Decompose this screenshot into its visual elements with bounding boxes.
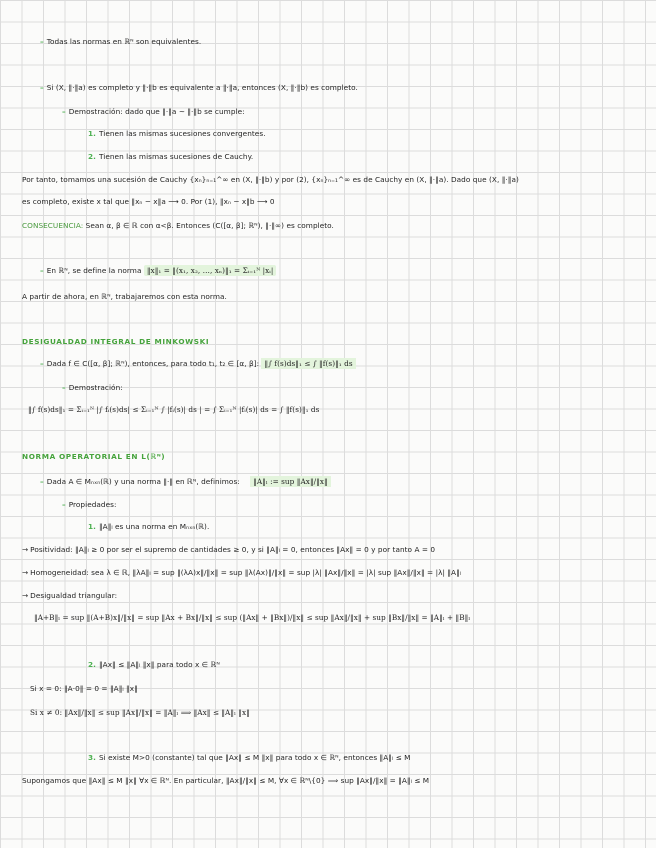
- bullet-dash: –: [40, 266, 44, 275]
- proof-intro: – Demostración: dado que ‖·‖a ~ ‖·‖b se cumple:: [62, 107, 245, 116]
- arrow-marker: →: [22, 568, 29, 577]
- triangle-inequality-formula: ‖A+B‖ₗ = sup ‖(A+B)x‖/‖x‖ = sup ‖Ax + Bx‖/‖x‖ ≤ sup (‖Ax‖ + ‖Bx‖)/‖x‖ ≤ sup ‖Ax‖/‖x‖ + sup ‖Bx‖/‖x‖ = ‖A‖ₗ + ‖B‖ₗ: [34, 613, 471, 622]
- minkowski-proof-formula: ‖∫ f(s)ds‖₁ = Σᵢ₌₁ᴺ |∫ fᵢ(s)ds| ≤ Σᵢ₌₁ᴺ ∫ |fᵢ(s)| ds | = ∫ Σᵢ₌₁ᴺ |fᵢ(s)| ds = ∫ ‖f(s)‖₁ ds: [28, 405, 320, 414]
- proof-paragraph-1: Por tanto, tomamos una sucesión de Cauchy {xₙ}ₙ₌₁^∞ en (X, ‖·‖b) y por (2), {xₙ}ₙ₌₁^∞ es de Cauchy en (X, ‖·‖a). Dado que (X, ‖·‖a): [22, 175, 519, 184]
- property-1: 1. ‖A‖ₗ es una norma en Mₙₓₙ(ℝ).: [88, 522, 210, 531]
- proof-item-2: 2. Tienen las mismas sucesiones de Cauchy.: [88, 152, 254, 161]
- consequence: CONSECUENCIA: Sean α, β ∈ ℝ con α<β. Entonces (C([α, β]; ℝᴺ), ‖·‖∞) es completo.: [22, 221, 334, 230]
- section-heading-operator-norm: NORMA OPERATORIAL EN L(ℝᴺ): [22, 452, 166, 461]
- operator-norm-formula: ‖A‖ₗ := sup ‖Ax‖/‖x‖: [250, 476, 331, 487]
- consequence-label: CONSECUENCIA:: [22, 221, 84, 230]
- statement-completeness: – Si (X, ‖·‖a) es completo y ‖·‖b es equivalente a ‖·‖a, entonces (X, ‖·‖b) es completo.: [40, 83, 358, 92]
- norm-formula: ‖x‖₁ = ‖(x₁, x₂, …, xₙ)‖₁ = Σᵢ₌₁ᴺ |xᵢ|: [144, 265, 276, 276]
- case-x-zero: Si x = 0: ‖A·0‖ = 0 = ‖A‖ₗ ‖x‖: [30, 684, 138, 693]
- operator-norm-definition: – Dada A ∈ Mₙₓₙ(ℝ) y una norma ‖·‖ en ℝᴺ, definimos: ‖A‖ₗ := sup ‖Ax‖/‖x‖: [40, 477, 331, 487]
- positivity: → Positividad: ‖A‖ₗ ≥ 0 por ser el supremo de cantidades ≥ 0, y si ‖A‖ₗ = 0, entonces ‖Ax‖ = 0 y por tanto A = 0: [22, 545, 436, 554]
- minkowski-proof-label: – Demostración:: [62, 383, 123, 392]
- bullet-dash: –: [62, 383, 66, 392]
- arrow-marker: →: [22, 545, 29, 554]
- properties-label: – Propiedades:: [62, 500, 117, 509]
- property-2: 2. ‖Ax‖ ≤ ‖A‖ₗ ‖x‖ para todo x ∈ ℝᴺ: [88, 660, 220, 669]
- bullet-dash: –: [40, 83, 44, 92]
- property-3: 3. Si existe M>0 (constante) tal que ‖Ax‖ ≤ M ‖x‖ para todo x ∈ ℝᴺ, entonces ‖A‖ₗ ≤ M: [88, 753, 411, 762]
- homogeneity: → Homogeneidad: sea λ ∈ ℝ, ‖λA‖ₗ = sup ‖(λA)x‖/‖x‖ = sup ‖λ(Ax)‖/‖x‖ = sup |λ| ‖Ax‖/‖x‖ = |λ| sup ‖Ax‖/‖x‖ = |λ| ‖A‖ₗ: [22, 568, 462, 577]
- minkowski-statement: – Dada f ∈ C([α, β]; ℝᴺ), entonces, para todo t₁, t₂ ∈ [α, β]: ‖∫ f(s)ds‖₁ ≤ ∫ ‖f(s)‖₁ ds: [40, 359, 356, 369]
- bullet-dash: –: [40, 359, 44, 368]
- minkowski-inequality: ‖∫ f(s)ds‖₁ ≤ ∫ ‖f(s)‖₁ ds: [261, 358, 355, 369]
- norm-remark: A partir de ahora, en ℝᴺ, trabajaremos con esta norma.: [22, 292, 227, 301]
- proof-paragraph-2: es completo, existe x tal que ‖xₙ − x‖a ⟶ 0. Por (1), ‖xₙ − x‖b ⟶ 0: [22, 197, 275, 206]
- bullet-dash: –: [40, 37, 44, 46]
- statement-norms-equivalent: – Todas las normas en ℝᴺ son equivalentes.: [40, 37, 202, 46]
- bullet-dash: –: [40, 477, 44, 486]
- arrow-marker: →: [22, 591, 29, 600]
- section-heading-minkowski: DESIGUALDAD INTEGRAL DE MINKOWSKI: [22, 337, 210, 346]
- property-3-proof: Supongamos que ‖Ax‖ ≤ M ‖x‖ ∀x ∈ ℝᴺ. En particular, ‖Ax‖/‖x‖ ≤ M, ∀x ∈ ℝᴺ\{0} ⟹ sup ‖Ax‖/‖x‖ = ‖A‖ₗ ≤ M: [22, 776, 430, 785]
- bullet-dash: –: [62, 107, 66, 116]
- bullet-dash: –: [62, 500, 66, 509]
- case-x-nonzero: Si x ≠ 0: ‖Ax‖/‖x‖ ≤ sup ‖Ax‖/‖x‖ = ‖A‖ₗ ⟹ ‖Ax‖ ≤ ‖A‖ₗ ‖x‖: [30, 708, 250, 717]
- proof-item-1: 1. Tienen las mismas sucesiones convergentes.: [88, 129, 266, 138]
- norm-definition: – En ℝᴺ, se define la norma ‖x‖₁ = ‖(x₁, x₂, …, xₙ)‖₁ = Σᵢ₌₁ᴺ |xᵢ|: [40, 266, 276, 276]
- triangle-inequality-label: → Desigualdad triangular:: [22, 591, 118, 600]
